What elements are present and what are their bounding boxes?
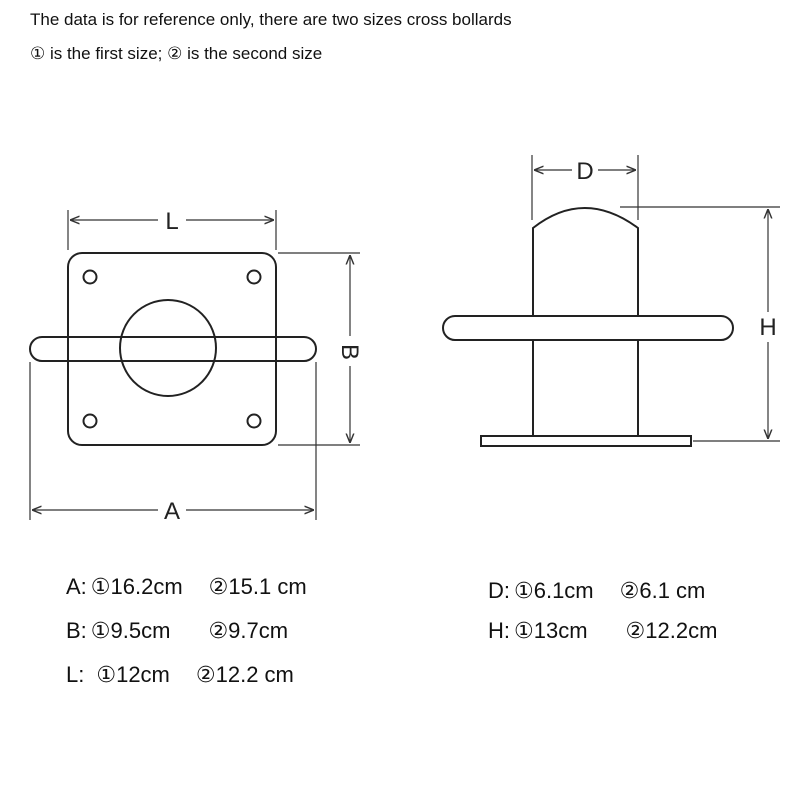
mounting-hole (84, 415, 97, 428)
note-size-legend: ① is the first size; ② is the second size (30, 44, 323, 63)
spec-row-D (488, 578, 705, 604)
dimension-label-H: H (759, 314, 777, 341)
spec-size2: ②9.7cm (208, 618, 289, 643)
spec-label: L: (66, 662, 85, 687)
spec-row-H (488, 618, 717, 644)
cross-bar (30, 337, 316, 361)
post-circle (120, 300, 216, 396)
spec-size1: ①13cm (514, 618, 588, 643)
spec-row-L (66, 662, 294, 688)
spec-row-B (66, 618, 288, 644)
dimension-label-L: L (165, 208, 179, 235)
spec-size1: ①16.2cm (90, 574, 183, 599)
dimension-label-D: D (576, 158, 594, 185)
spec-row-A (66, 574, 307, 600)
dimension-label-B: B (336, 343, 363, 361)
mounting-hole (248, 415, 261, 428)
spec-label: D: (488, 578, 510, 603)
spec-size2: ②12.2 cm (195, 662, 294, 687)
spec-label: H: (488, 618, 510, 643)
base-plate (68, 253, 276, 445)
spec-size2: ②6.1 cm (619, 578, 706, 603)
mounting-hole (248, 271, 261, 284)
spec-size1: ①12cm (96, 662, 170, 687)
spec-label: B: (66, 618, 87, 643)
dimension-label-A: A (163, 498, 181, 525)
side-base-plate (481, 436, 691, 446)
spec-label: A: (66, 574, 87, 599)
mounting-hole (84, 271, 97, 284)
spec-size2: ②12.2cm (625, 618, 718, 643)
spec-size2: ②15.1 cm (208, 574, 307, 599)
spec-size1: ①6.1cm (514, 578, 594, 603)
side-cross-bar (443, 316, 733, 340)
spec-size1: ①9.5cm (90, 618, 171, 643)
side-view (443, 208, 733, 446)
note-reference-only: The data is for reference only, there are two sizes cross bollards (30, 10, 512, 29)
top-view (30, 253, 316, 445)
